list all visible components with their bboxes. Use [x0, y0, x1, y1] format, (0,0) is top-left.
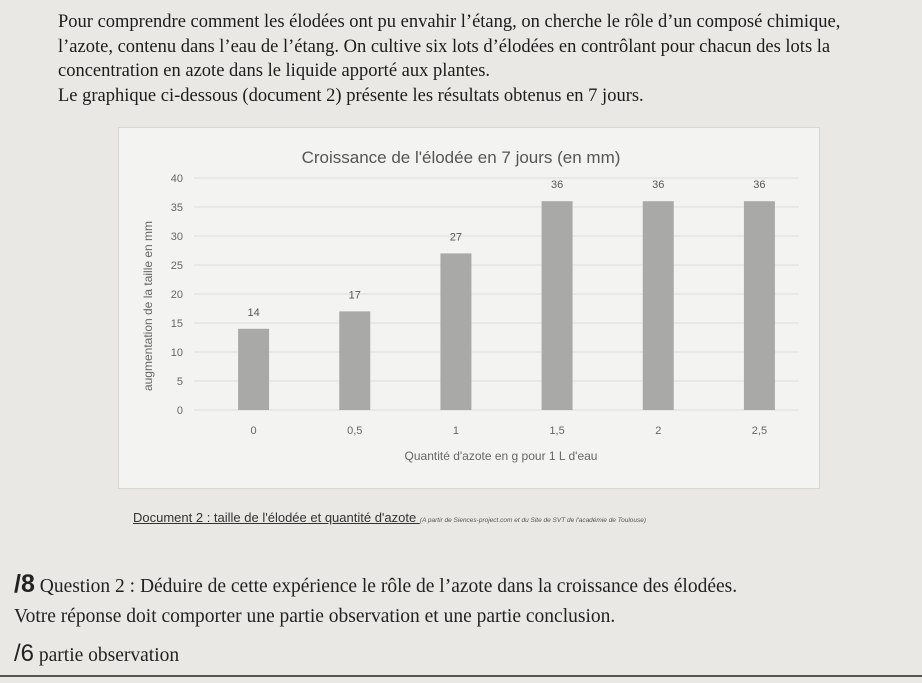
question-points: /8 — [14, 570, 35, 598]
sub-question-points: /6 — [14, 640, 35, 667]
y-tick-label: 25 — [170, 260, 183, 272]
bar — [542, 201, 573, 410]
data-label: 36 — [753, 179, 766, 192]
x-tick-label: 1 — [452, 425, 459, 437]
bar — [238, 329, 269, 410]
y-tick-label: 15 — [170, 318, 183, 330]
y-tick-label: 35 — [170, 202, 183, 214]
x-tick-label: 0 — [250, 425, 257, 437]
chart-title: Croissance de l'élodée en 7 jours (en mm) — [301, 148, 621, 167]
y-tick-label: 40 — [170, 173, 183, 185]
y-tick-label: 10 — [170, 347, 183, 359]
document-caption — [133, 510, 893, 525]
x-tick-label: 1,5 — [549, 425, 565, 437]
data-label: 17 — [348, 289, 361, 302]
intro-text — [58, 10, 898, 108]
x-tick-label: 2,5 — [751, 425, 768, 437]
y-tick-label: 30 — [170, 231, 183, 243]
data-label: 36 — [652, 179, 665, 192]
bar — [339, 311, 370, 410]
x-tick-label: 0,5 — [347, 425, 363, 437]
data-label: 27 — [449, 231, 463, 244]
bar — [744, 201, 775, 410]
chart-svg — [119, 128, 819, 488]
answer-line — [0, 675, 922, 677]
data-label: 36 — [550, 179, 564, 192]
bar — [440, 253, 471, 410]
grid-lines — [194, 178, 799, 410]
intro-paragraph: Pour comprendre comment les élodées ont pu envahir l’étang, on cherche le rôle d’un composé chimique, l’azote, contenu dans l’eau de l’étang. On cultive six lots d’élodées en contrôlant pour chacun des lots la concentration en azote dans le liquide apporté aux plantes. — [58, 12, 841, 81]
x-tick-label: 2 — [655, 425, 662, 437]
x-axis-label: Quantité d'azote en g pour 1 L d'eau — [404, 449, 598, 463]
y-tick-label: 0 — [176, 405, 183, 417]
caption-source: (A partir de Siences-project.com et du Site de SVT de l'académie de Toulouse) — [419, 517, 647, 524]
question-text: Question 2 : Déduire de cette expérience le rôle de l’azote dans la croissance des élodées. — [34, 576, 738, 597]
bar-chart — [118, 127, 820, 489]
y-tick-label: 5 — [176, 376, 183, 388]
caption-title: Document 2 : taille de l'élodée et quantité d'azote — [133, 510, 420, 525]
bar — [643, 201, 674, 410]
question-line — [14, 570, 914, 599]
y-tick-labels — [171, 173, 183, 417]
question-instruction: Votre réponse doit comporter une partie observation et une partie conclusion. — [14, 606, 616, 627]
y-axis-label: augmentation de la taille en mm — [141, 220, 155, 392]
intro-chart-reference: Le graphique ci-dessous (document 2) présente les résultats obtenus en 7 jours. — [58, 85, 644, 106]
sub-question-line — [14, 640, 914, 668]
data-label: 14 — [247, 306, 260, 319]
sub-question-text: partie observation — [34, 645, 180, 666]
bars — [238, 201, 775, 410]
x-tick-labels — [251, 425, 768, 437]
y-tick-label: 20 — [170, 289, 183, 301]
data-labels — [247, 179, 765, 319]
